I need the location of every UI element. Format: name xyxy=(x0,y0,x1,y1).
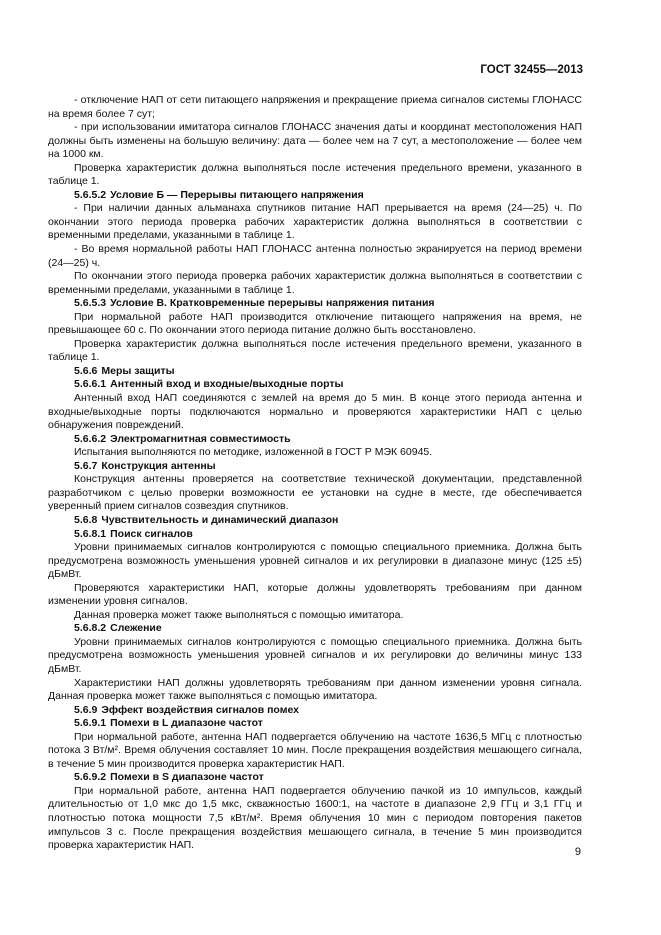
body-paragraph: Уровни принимаемых сигналов контролируются с помощью специального приемника. Должна быть предусмотрена возможность уменьшения уровней сигналов и их регулировки до величины минус 133 дБмВт. xyxy=(48,635,582,675)
body-paragraph: Проверка характеристик должна выполняться после истечения предельного времени, указанного в таблице 1. xyxy=(48,337,582,364)
body-paragraph: Данная проверка может также выполняться с помощью имитатора. xyxy=(74,608,404,621)
section-title: Помехи в L диапазоне частот xyxy=(110,717,263,730)
section-number: 5.6.9.2 xyxy=(74,771,107,784)
section-number: 5.6.8.1 xyxy=(74,527,107,540)
section-number: 5.6.7 xyxy=(74,459,98,472)
body-paragraph: - при использовании имитатора сигналов ГЛОНАСС значения даты и координат местоположения НАП должны быть изменены на большую величину: дата — более чем на 7 сут, а местоположение — более чем на 1000 км. xyxy=(48,121,582,161)
section-number: 5.6.6.2 xyxy=(74,432,107,445)
body-paragraph: - отключение НАП от сети питающего напряжения и прекращение приема сигналов системы ГЛОНАСС на время более 7 сут; xyxy=(48,94,582,120)
section-title: Помехи в S диапазоне частот xyxy=(110,771,264,784)
body-paragraph: Уровни принимаемых сигналов контролируются с помощью специального приемника. Должна быть предусмотрена возможность уменьшения уровней сигналов и их регулировки в диапазоне минус (125 ±5) дБмВт. xyxy=(48,541,582,581)
section-title: Условие В. Кратковременные перерывы напряжения питания xyxy=(110,297,435,310)
section-heading xyxy=(48,378,582,392)
page-number: 9 xyxy=(574,846,581,858)
body-paragraph: - Во время нормальной работы НАП ГЛОНАСС антенна полностью экранируется на период времени (24—25) ч. xyxy=(48,243,582,269)
body-paragraph: При нормальной работе, антенна НАП подвергается облучению пачкой из 10 импульсов, каждый длительностью от 1,0 мкс до 1,5 мкс, скважностью 1600:1, на частоте в диапазоне 2,9 ГГц и 3,1 ГГц и плотностью потока мощности 7,5 кВт/м². Время облучения 10 мин с периодом повторения пакетов импульсов 3 с. После прекращения воздействия мешающего сигнала, в течение 5 мин производится проверка характеристик НАП. xyxy=(48,784,582,852)
body-paragraph: Конструкция антенны проверяется на соответствие технической документации, представленной разработчиком с целью проверки возможности ее установки на судне в месте, где обеспечивается уверенный прием сигналов созвездия спутников. xyxy=(48,473,582,513)
section-title: Антенный вход и входные/выходные порты xyxy=(110,378,344,391)
section-heading xyxy=(48,189,582,203)
body-paragraph: - При наличии данных альманаха спутников питание НАП прерывается на время (24—25) ч. По окончании этого периода проверка рабочих характеристик должна выполняться в соответствии с временными пределами, указанными в таблице 1. xyxy=(48,202,582,242)
body-paragraph: Испытания выполняются по методике, изложенной в ГОСТ Р МЭК 60945. xyxy=(74,446,433,459)
section-number: 5.6.9.1 xyxy=(74,717,107,730)
section-heading xyxy=(48,622,582,636)
body-paragraph: Характеристики НАП должны удовлетворять требованиям при данном изменении уровня сигнала. Данная проверка может также выполняться с помощью имитатора. xyxy=(48,676,582,703)
section-heading xyxy=(48,528,582,542)
section-heading xyxy=(48,704,582,718)
body-paragraph: При нормальной работе, антенна НАП подвергается облучению на частоте 1636,5 МГц с плотностью потока 3 Вт/м². Время облучения составляет 10 мин. После прекращения воздействия мешающего сигнала, в течение 5 мин производится проверка характеристик НАП. xyxy=(48,730,582,770)
section-number: 5.6.5.3 xyxy=(74,297,107,310)
section-title: Меры защиты xyxy=(101,364,175,377)
body-paragraph: Проверяются характеристики НАП, которые должны удовлетворять требованиям при данном изменении уровня сигналов. xyxy=(48,581,582,608)
body-paragraph: Антенный вход НАП соединяются с землей на время до 5 мин. В конце этого периода антенна и входные/выходные порты подключаются нормально и проверяются характеристики НАП с целью обнаружения повреждений. xyxy=(48,392,582,432)
section-heading xyxy=(48,771,582,785)
section-title: Чувствительность и динамический диапазон xyxy=(101,513,339,526)
body-paragraph: По окончании этого периода проверка рабочих характеристик должна выполняться в соответствии с временными пределами, указанными в таблице 1. xyxy=(48,270,582,296)
section-title: Условие Б — Перерывы питающего напряжения xyxy=(110,188,364,201)
document-body xyxy=(48,94,582,853)
section-heading xyxy=(48,365,582,379)
section-number: 5.6.8.2 xyxy=(74,622,107,635)
body-paragraph: При нормальной работе НАП производится отключение питающего напряжения на время, не превышающее 60 с. По окончании этого периода питание должно быть восстановлено. xyxy=(48,310,582,337)
section-title: Слежение xyxy=(110,622,162,635)
document-header-standard-id: ГОСТ 32455—2013 xyxy=(480,64,583,76)
section-heading xyxy=(48,514,582,528)
section-number: 5.6.5.2 xyxy=(74,188,107,201)
section-heading xyxy=(48,297,582,311)
section-title: Эффект воздействия сигналов помех xyxy=(101,703,300,716)
body-paragraph: Проверка характеристик должна выполняться после истечения предельного времени, указанного в таблице 1. xyxy=(48,161,582,188)
section-heading xyxy=(48,433,582,447)
section-number: 5.6.6.1 xyxy=(74,378,107,391)
section-title: Конструкция антенны xyxy=(101,459,216,472)
section-title: Электромагнитная совместимость xyxy=(110,432,291,445)
section-title: Поиск сигналов xyxy=(110,527,193,540)
section-number: 5.6.8 xyxy=(74,513,98,526)
section-heading xyxy=(48,460,582,474)
section-heading xyxy=(48,717,582,731)
section-number: 5.6.9 xyxy=(74,703,98,716)
section-number: 5.6.6 xyxy=(74,364,98,377)
